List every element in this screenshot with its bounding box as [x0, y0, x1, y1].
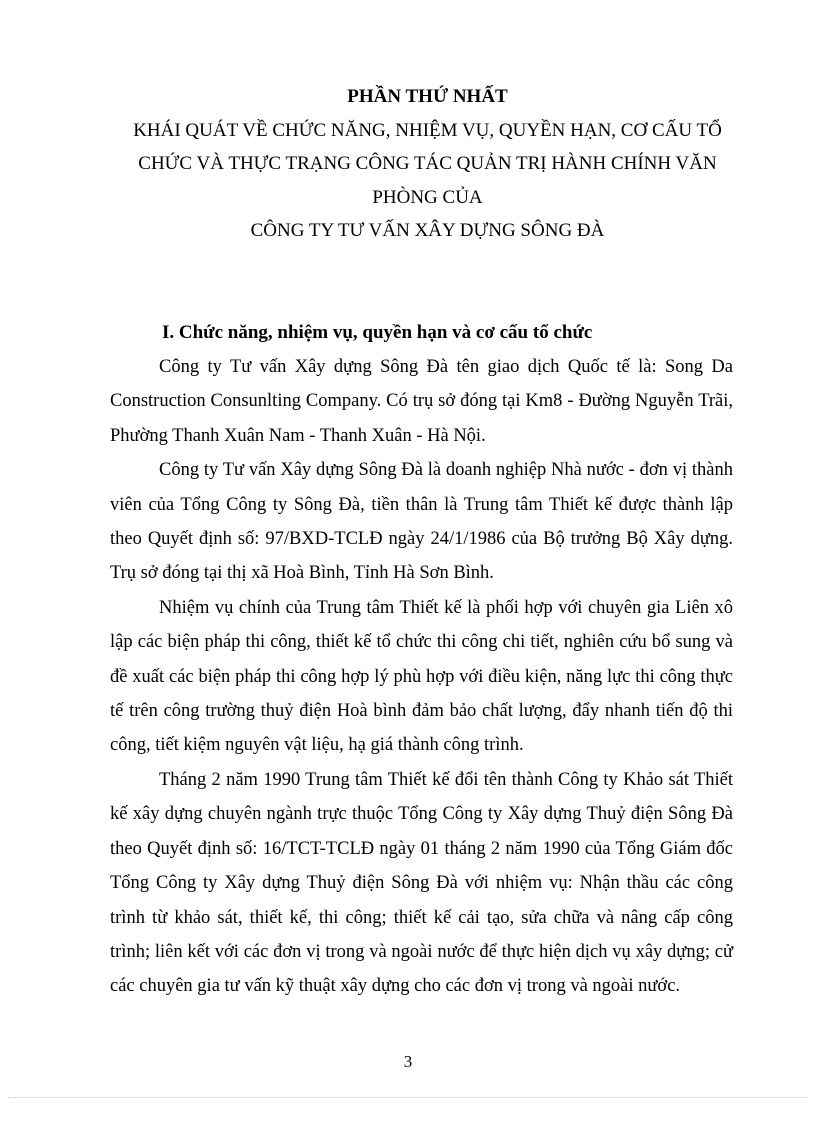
title-line-4: CÔNG TY TƯ VẤN XÂY DỰNG SÔNG ĐÀ — [250, 220, 605, 241]
part-title: PHẦN THỨ NHẤT — [347, 86, 508, 107]
paragraph: Tháng 2 năm 1990 Trung tâm Thiết kế đổi tên thành Công ty Khảo sát Thiết kế xây dựng chuyên ngành trực thuộc Tổng Công ty Xây dựng Thuỷ điện Sông Đà theo Quyết định số: 16/TCT-TCLĐ ngày 01 tháng 2 năm 1990 của Tổng Giám đốc Tổng Công ty Xây dựng Thuỷ điện Sông Đà với nhiệm vụ: Nhận thầu các công trình từ khảo sát, thiết kế, thi công; thiết kế cải tạo, sửa chữa và nâng cấp công trình; liên kết với các đơn vị trong và ngoài nước để thực hiện dịch vụ xây dựng; cử các chuyên gia tư vấn kỹ thuật xây dựng cho các đơn vị trong và ngoài nước. — [110, 769, 733, 997]
chapter-title — [110, 80, 745, 248]
paragraph: Công ty Tư vấn Xây dựng Sông Đà tên giao dịch Quốc tế là: Song Da Construction Consunlting Company. Có trụ sở đóng tại Km8 - Đường Nguyễn Trãi, Phường Thanh Xuân Nam - Thanh Xuân - Hà Nội. — [110, 357, 733, 446]
title-line-1: KHÁI QUÁT VỀ CHỨC NĂNG, NHIỆM VỤ, QUYỀN HẠN, CƠ CẤU TỔ — [133, 119, 722, 141]
body-text — [110, 350, 733, 1004]
page-bottom-divider — [8, 1097, 808, 1098]
title-line-3: PHÒNG CỦA — [372, 186, 483, 208]
section-heading: I. Chức năng, nhiệm vụ, quyền hạn và cơ cấu tổ chức — [162, 322, 593, 343]
title-line-2: CHỨC VÀ THỰC TRẠNG CÔNG TÁC QUẢN TRỊ HÀNH CHÍNH VĂN — [138, 153, 717, 174]
paragraph: Nhiệm vụ chính của Trung tâm Thiết kế là phối hợp với chuyên gia Liên xô lập các biện pháp thi công, thiết kế tổ chức thi công chi tiết, nghiên cứu bổ sung và đề xuất các biện pháp thi công hợp lý phù hợp với điều kiện, năng lực thi công thực tế trên công trường thuỷ điện Hoà bình đảm bảo chất lượng, đẩy nhanh tiến độ thi công, tiết kiệm nguyên vật liệu, hạ giá thành công trình. — [110, 597, 733, 756]
page-number: 3 — [403, 1052, 413, 1071]
paragraph: Công ty Tư vấn Xây dựng Sông Đà là doanh nghiệp Nhà nước - đơn vị thành viên của Tổng Công ty Sông Đà, tiền thân là Trung tâm Thiết kế được thành lập theo Quyết định số: 97/BXD-TCLĐ ngày 24/1/1986 của Bộ trưởng Bộ Xây dựng. Trụ sở đóng tại thị xã Hoà Bình, Tỉnh Hà Sơn Bình. — [110, 460, 733, 584]
